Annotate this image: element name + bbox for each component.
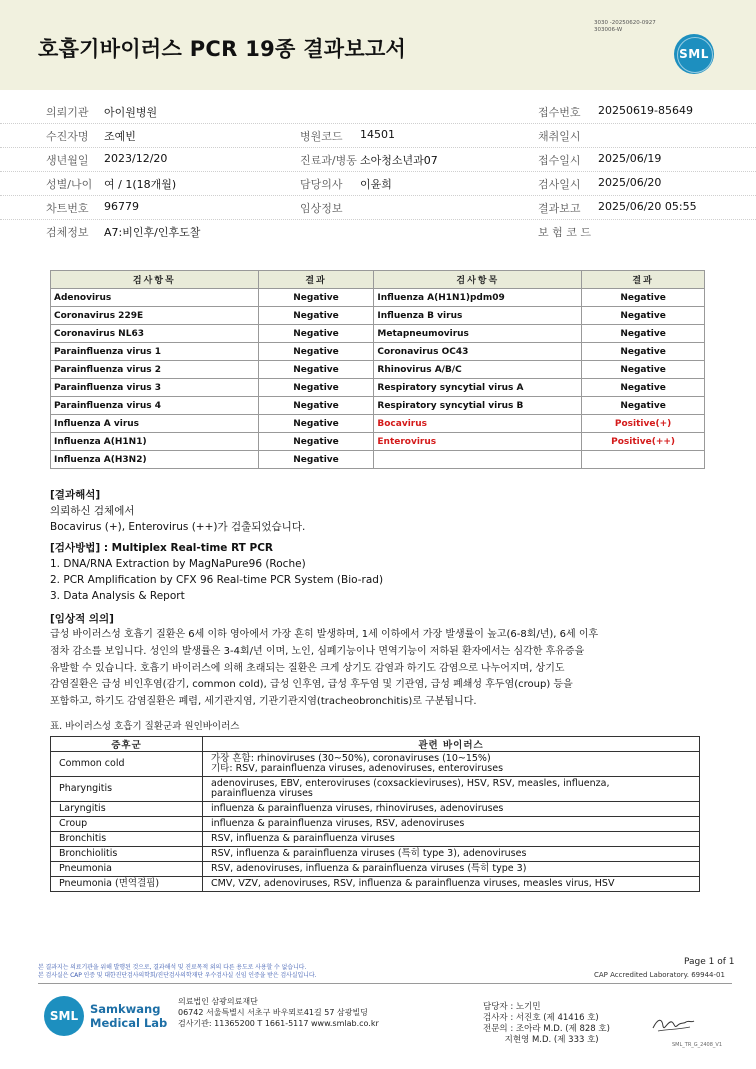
test-item-cell: Influenza A(H3N2)	[51, 451, 259, 469]
table-row	[51, 343, 705, 361]
logo-text	[90, 1002, 167, 1030]
virus-line: parainfluenza viruses	[211, 788, 313, 799]
doc-code-line: 3030 -20250620-0927	[594, 20, 656, 26]
result-cell: Positive(++)	[582, 433, 705, 451]
clinical-heading: [임상적 의의]	[50, 613, 114, 625]
column-header: 결과	[258, 271, 374, 289]
result-cell: Negative	[258, 451, 374, 469]
virus-line: adenoviruses, EBV, enteroviruses (coxsackieviruses), HSV, RSV, measles, influenza,	[211, 778, 610, 789]
virus-cell	[203, 847, 700, 862]
table-row	[51, 289, 705, 307]
info-value: 이윤희	[360, 178, 392, 191]
test-item-cell: Coronavirus 229E	[51, 307, 259, 325]
staff-line: 지현영 M.D. (제 333 호)	[483, 1035, 599, 1045]
result-cell: Negative	[258, 397, 374, 415]
test-item-cell: Enterovirus	[374, 433, 582, 451]
clinical-line: 급성 바이러스성 호흡기 질환은 6세 이하 영아에서 가장 흔히 발생하며, 1세 이하에서 가장 발생률이 높고(6-8회/년), 6세 이후	[50, 629, 599, 640]
test-item-cell: Adenovirus	[51, 289, 259, 307]
info-label: 수진자명	[46, 130, 89, 143]
staff-line: 검사자 : 서진호 (제 41416 호)	[483, 1013, 599, 1023]
footer-divider	[38, 983, 732, 984]
result-cell: Negative	[258, 415, 374, 433]
test-item-cell: Influenza A virus	[51, 415, 259, 433]
table-row	[51, 817, 700, 832]
info-value: 조예빈	[104, 130, 136, 143]
test-item-cell: Respiratory syncytial virus B	[374, 397, 582, 415]
info-label: 의뢰기관	[46, 106, 89, 119]
table-row	[51, 361, 705, 379]
virus-cell	[203, 832, 700, 847]
result-cell: Negative	[582, 289, 705, 307]
table-row	[51, 325, 705, 343]
info-value: 2025/06/20	[598, 176, 662, 189]
info-label: 접수번호	[538, 106, 581, 119]
signature-icon	[650, 1012, 696, 1036]
results-table	[50, 270, 705, 469]
result-cell: Negative	[258, 361, 374, 379]
result-cell: Negative	[582, 343, 705, 361]
organization-info	[178, 996, 379, 1029]
org-line: 의료법인 삼광의료재단	[178, 997, 258, 1006]
virus-cell	[203, 802, 700, 817]
info-label: 접수일시	[538, 154, 581, 167]
syndrome-cell: Common cold	[51, 752, 203, 777]
method-line: 3. Data Analysis & Report	[50, 590, 185, 602]
clinical-section	[50, 611, 710, 711]
form-code: SML_TR_G_2408_V1	[672, 1042, 723, 1048]
table-row	[51, 752, 700, 777]
test-item-cell: Parainfluenza virus 3	[51, 379, 259, 397]
table-row	[51, 832, 700, 847]
table-row	[51, 847, 700, 862]
test-item-cell: Influenza A(H1N1)pdm09	[374, 289, 582, 307]
clinical-line: 포함하고, 하기도 감염질환은 폐렴, 세기관지염, 기관기관지염(tracheobronchitis)로 구분됩니다.	[50, 696, 477, 708]
cap-accreditation: CAP Accredited Laboratory. 69944-01	[594, 971, 725, 979]
info-label: 생년월일	[46, 154, 89, 167]
table-row	[51, 379, 705, 397]
table-row	[51, 397, 705, 415]
test-item-cell	[374, 451, 582, 469]
test-item-cell: Rhinovirus A/B/C	[374, 361, 582, 379]
org-line: 06742 서울특별시 서초구 바우뫼로41길 57 삼광빌딩	[178, 1008, 368, 1017]
test-item-cell: Parainfluenza virus 4	[51, 397, 259, 415]
table-row	[51, 777, 700, 802]
virus-line: 기타: RSV, parainfluenza viruses, adenoviruses, enteroviruses	[211, 763, 504, 774]
info-label: 담당의사	[300, 178, 343, 191]
test-item-cell: Metapneumovirus	[374, 325, 582, 343]
info-value: 14501	[360, 128, 395, 141]
clinical-line: 감염질환은 급성 비인후염(감기, common cold), 급성 인후염, 급성 후두염 및 기관염, 급성 폐쇄성 후두염(croup) 등을	[50, 679, 573, 691]
method-line: 1. DNA/RNA Extraction by MagNaPure96 (Roche)	[50, 558, 306, 570]
document-code	[594, 20, 656, 34]
result-cell	[582, 451, 705, 469]
result-cell: Negative	[582, 397, 705, 415]
info-label: 검체정보	[46, 226, 89, 239]
virus-line: 가장 흔함: rhinoviruses (30~50%), coronaviruses (10~15%)	[211, 753, 491, 764]
virus-line: RSV, influenza & parainfluenza viruses (특히 type 3), adenoviruses	[211, 848, 527, 859]
virus-line: CMV, VZV, adenoviruses, RSV, influenza & parainfluenza viruses, measles virus, HSV	[211, 878, 615, 889]
syndrome-table	[50, 736, 700, 892]
result-cell: Negative	[582, 307, 705, 325]
info-value: 소아청소년과07	[360, 154, 438, 167]
column-header: 증후군	[51, 737, 203, 752]
clinical-line: 점차 감소를 보입니다. 성인의 발생률은 3-4회/년 이며, 노인, 심폐기능이나 면역기능이 저하된 환자에서는 심각한 후유증을	[50, 645, 585, 657]
info-value: 여 / 1(18개월)	[104, 178, 177, 191]
virus-cell	[203, 777, 700, 802]
info-value: 96779	[104, 200, 139, 213]
table-row	[51, 433, 705, 451]
info-value: A7:비인후/인후도찰	[104, 226, 201, 239]
method-line: 2. PCR Amplification by CFX 96 Real-time PCR System (Bio-rad)	[50, 574, 384, 586]
result-cell: Negative	[258, 325, 374, 343]
result-cell: Positive(+)	[582, 415, 705, 433]
test-item-cell: Respiratory syncytial virus A	[374, 379, 582, 397]
table-row	[51, 877, 700, 892]
info-label: 검사일시	[538, 178, 581, 191]
results-header-row	[51, 271, 705, 289]
syndrome-body	[51, 752, 700, 892]
info-value: 2023/12/20	[104, 152, 168, 165]
method-section	[50, 540, 710, 604]
info-row	[0, 196, 756, 220]
test-item-cell: Bocavirus	[374, 415, 582, 433]
info-row	[0, 220, 756, 244]
syndrome-cell: Pneumonia	[51, 862, 203, 877]
report-title: 호흡기바이러스 PCR 19종 결과보고서	[38, 37, 407, 61]
info-label: 진료과/병동	[300, 154, 357, 167]
notice-line: 본 검사실은 CAP 인증 및 대한진단검사의학회/진단검사의학재단 우수검사실 신임 인증을 받은 검사실입니다.	[38, 972, 317, 979]
table-row	[51, 802, 700, 817]
syndrome-cell: Pneumonia (면역결핍)	[51, 877, 203, 892]
test-item-cell: Influenza A(H1N1)	[51, 433, 259, 451]
syndrome-cell: Pharyngitis	[51, 777, 203, 802]
info-row	[0, 172, 756, 196]
doc-code-line: 303006-W	[594, 27, 623, 33]
virus-line: RSV, adenoviruses, influenza & parainfluenza viruses (특히 type 3)	[211, 863, 527, 874]
logo-text-line: Samkwang	[90, 1002, 161, 1016]
notice-line: 본 결과지는 의료기관을 위해 발행된 것으로, 결과해석 및 진료목적 외의 다른 용도로 사용할 수 없습니다.	[38, 964, 307, 971]
result-cell: Negative	[582, 325, 705, 343]
virus-cell	[203, 862, 700, 877]
info-label: 차트번호	[46, 202, 89, 215]
result-cell: Negative	[582, 361, 705, 379]
test-item-cell: Influenza B virus	[374, 307, 582, 325]
page-number: Page 1 of 1	[684, 957, 735, 967]
column-header: 결과	[582, 271, 705, 289]
syndrome-cell: Bronchitis	[51, 832, 203, 847]
test-item-cell: Parainfluenza virus 2	[51, 361, 259, 379]
virus-line: influenza & parainfluenza viruses, rhinoviruses, adenoviruses	[211, 803, 504, 814]
virus-cell	[203, 817, 700, 832]
result-cell: Negative	[258, 343, 374, 361]
staff-line: 담당자 : 노기민	[483, 1002, 541, 1012]
interpretation-section	[50, 487, 710, 535]
column-header: 관련 바이러스	[203, 737, 700, 752]
test-item-cell: Coronavirus OC43	[374, 343, 582, 361]
syndrome-header-row	[51, 737, 700, 752]
table-row	[51, 307, 705, 325]
interpretation-line: Bocavirus (+), Enterovirus (++)가 검출되었습니다.	[50, 521, 306, 533]
info-label: 임상정보	[300, 202, 343, 215]
interpretation-line: 의뢰하신 검체에서	[50, 505, 135, 517]
syndrome-cell: Croup	[51, 817, 203, 832]
sml-footer-logo-icon: SML	[44, 996, 84, 1036]
result-cell: Negative	[258, 433, 374, 451]
info-value: 20250619-85649	[598, 104, 693, 117]
info-value: 2025/06/20 05:55	[598, 200, 697, 213]
results-body	[51, 289, 705, 469]
clinical-line: 유발할 수 있습니다. 호흡기 바이러스에 의해 초래되는 질환은 크게 상기도 감염과 하기도 감염으로 나누어지며, 상기도	[50, 662, 565, 674]
virus-line: RSV, influenza & parainfluenza viruses	[211, 833, 395, 844]
info-label: 결과보고	[538, 202, 581, 215]
column-header: 검사항목	[374, 271, 582, 289]
info-value: 2025/06/19	[598, 152, 662, 165]
test-item-cell: Parainfluenza virus 1	[51, 343, 259, 361]
interpretation-heading: [결과해석]	[50, 489, 101, 501]
method-heading: [검사방법] : Multiplex Real-time RT PCR	[50, 542, 273, 554]
info-label: 보 험 코 드	[538, 226, 591, 239]
staff-info	[483, 1002, 610, 1046]
virus-cell	[203, 877, 700, 892]
info-value: 아이원병원	[104, 106, 158, 119]
result-cell: Negative	[258, 379, 374, 397]
info-row	[0, 124, 756, 148]
table-row	[51, 451, 705, 469]
logo-text-line: Medical Lab	[90, 1016, 168, 1030]
info-label: 병원코드	[300, 130, 343, 143]
table-row	[51, 415, 705, 433]
result-cell: Negative	[258, 289, 374, 307]
footer-logo	[44, 996, 167, 1036]
test-item-cell: Coronavirus NL63	[51, 325, 259, 343]
syndrome-cell: Laryngitis	[51, 802, 203, 817]
virus-line: influenza & parainfluenza viruses, RSV, adenoviruses	[211, 818, 465, 829]
info-label: 채취일시	[538, 130, 581, 143]
sml-logo-icon: SML	[674, 34, 714, 74]
result-cell: Negative	[582, 379, 705, 397]
info-row	[0, 100, 756, 124]
virus-cell	[203, 752, 700, 777]
column-header: 검사항목	[51, 271, 259, 289]
syndrome-cell: Bronchiolitis	[51, 847, 203, 862]
syndrome-caption: 표. 바이러스성 호흡기 질환군과 원인바이러스	[50, 721, 240, 732]
result-cell: Negative	[258, 307, 374, 325]
info-row	[0, 148, 756, 172]
table-row	[51, 862, 700, 877]
staff-line: 전문의 : 조아라 M.D. (제 828 호)	[483, 1024, 610, 1034]
org-line: 검사기관: 11365200 T 1661-5117 www.smlab.co.kr	[178, 1019, 379, 1028]
info-label: 성별/나이	[46, 178, 93, 191]
